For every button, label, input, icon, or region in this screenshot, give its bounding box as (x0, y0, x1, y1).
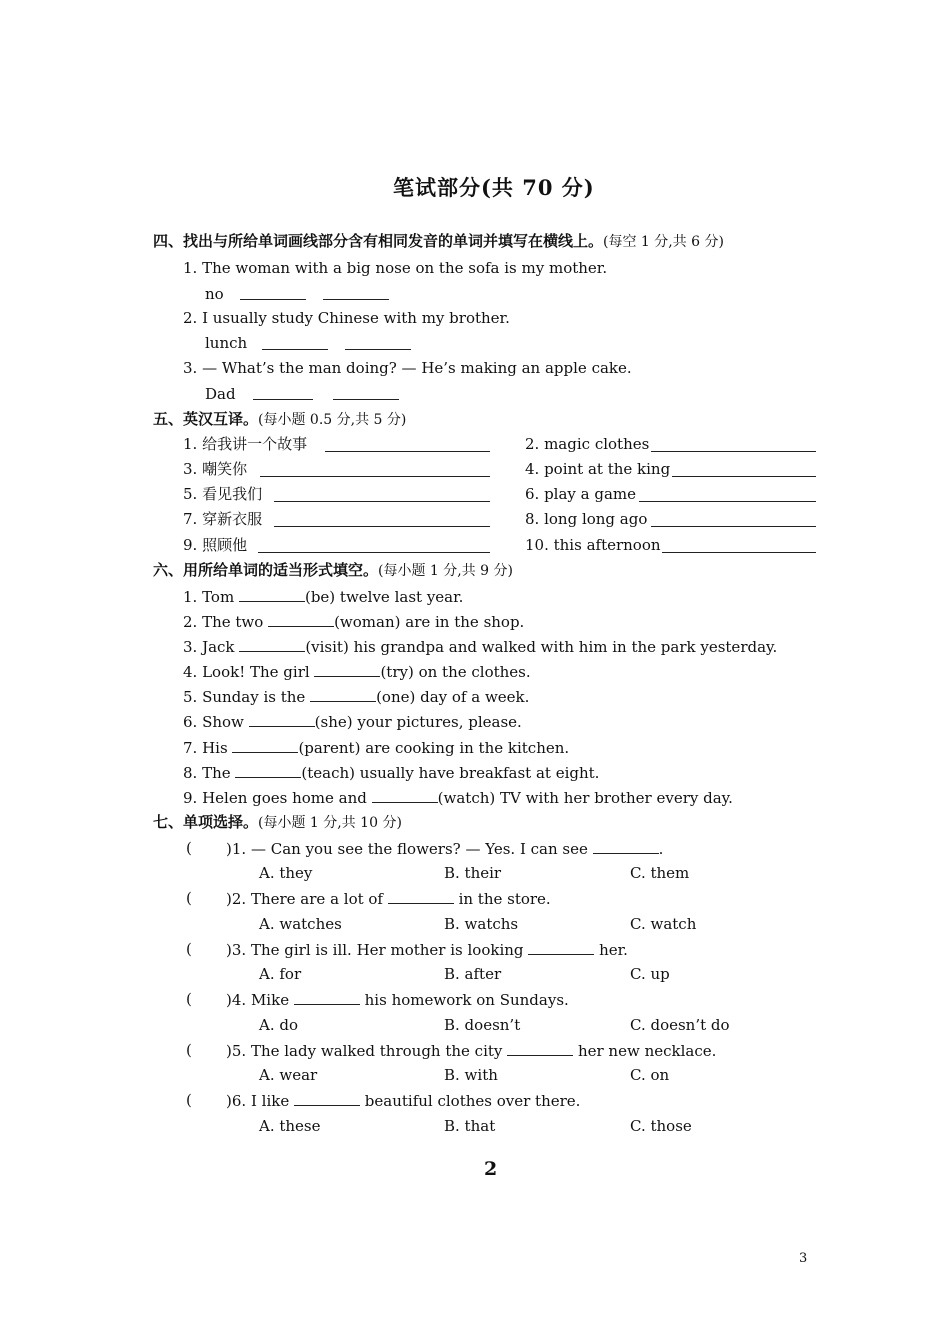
s7-q2-num: )2. (226, 890, 247, 908)
s6-item-3-post: (visit) his grandpa and walked with him in the park yesterday. (305, 638, 778, 656)
s6-item-9-post: (watch) TV with her brother every day. (437, 789, 733, 807)
s5-blank-6[interactable] (639, 501, 816, 502)
s6-item-5-pre: 5. Sunday is the (183, 688, 306, 706)
s7-q6-pre: I like (250, 1092, 290, 1110)
s4-question-2: 2. I usually study Chinese with my brother. (183, 309, 510, 327)
s7-q5-option-b[interactable]: B. with (444, 1066, 498, 1084)
s6-item-1 (183, 586, 463, 607)
s7-paren-3[interactable]: ( (186, 940, 192, 958)
s7-q4-post: his homework on Sundays. (364, 991, 569, 1009)
s7-q1-blank[interactable] (593, 838, 659, 854)
s7-q6-option-a[interactable]: A. these (259, 1117, 321, 1135)
s7-question-5 (226, 1040, 716, 1061)
s4-blank-2b[interactable] (345, 349, 411, 350)
section-6-title: 六、用所给单词的适当形式填空。 (153, 561, 379, 579)
s7-q1-option-c[interactable]: C. them (630, 864, 690, 882)
s7-q3-blank[interactable] (528, 939, 594, 955)
page-title: 笔试部分(共 70 分) (393, 175, 595, 200)
s7-q5-blank[interactable] (507, 1040, 573, 1056)
s5-blank-4[interactable] (672, 476, 816, 477)
s6-item-2-post: (woman) are in the shop. (334, 613, 525, 631)
s5-item-4: 4. point at the king (525, 460, 671, 478)
s5-blank-5[interactable] (274, 501, 490, 502)
s4-blank-3b[interactable] (333, 399, 399, 400)
s7-q1-num: )1. (226, 840, 247, 858)
section-7-note: (每小题 1 分,共 10 分) (258, 815, 402, 831)
s6-blank-1[interactable] (239, 586, 305, 602)
s7-q3-num: )3. (226, 941, 247, 959)
s6-item-8 (183, 762, 599, 783)
s7-q5-num: )5. (226, 1042, 247, 1060)
s6-item-4-post: (try) on the clothes. (380, 663, 531, 681)
s7-question-2 (226, 888, 551, 909)
s7-paren-2[interactable]: ( (186, 889, 192, 907)
s4-blank-2a[interactable] (262, 349, 328, 350)
s7-q2-post: in the store. (458, 890, 551, 908)
s7-paren-5[interactable]: ( (186, 1041, 192, 1059)
s6-item-3 (183, 636, 777, 657)
s6-item-9-pre: 9. Helen goes home and (183, 789, 367, 807)
s6-item-5-post: (one) day of a week. (376, 688, 530, 706)
s7-q4-option-a[interactable]: A. do (259, 1016, 299, 1034)
s7-q5-post: her new necklace. (577, 1042, 717, 1060)
s7-q3-option-c[interactable]: C. up (630, 965, 670, 983)
section-5-heading (153, 409, 406, 430)
page-number: 2 (484, 1158, 498, 1180)
s5-blank-7[interactable] (274, 526, 490, 527)
s5-blank-8[interactable] (651, 526, 816, 527)
s7-q6-blank[interactable] (294, 1090, 360, 1106)
s7-q4-option-b[interactable]: B. doesn’t (444, 1016, 521, 1034)
s7-q2-pre: There are a lot of (250, 890, 383, 908)
s6-blank-6[interactable] (249, 711, 315, 727)
s4-question-3: 3. — What’s the man doing? — He’s making an apple cake. (183, 359, 632, 377)
s7-question-6 (226, 1090, 580, 1111)
s7-q4-blank[interactable] (294, 989, 360, 1005)
s7-q1-option-b[interactable]: B. their (444, 864, 502, 882)
s6-item-7-post: (parent) are cooking in the kitchen. (298, 739, 570, 757)
s7-q6-option-c[interactable]: C. those (630, 1117, 692, 1135)
s7-q4-option-c[interactable]: C. doesn’t do (630, 1016, 730, 1034)
section-4-note: (每空 1 分,共 6 分) (603, 234, 725, 250)
s5-item-9: 9. 照顾他 (183, 536, 248, 554)
s6-item-9 (183, 787, 733, 808)
s7-q5-option-a[interactable]: A. wear (259, 1066, 318, 1084)
s7-paren-1[interactable]: ( (186, 839, 192, 857)
s5-item-6: 6. play a game (525, 485, 637, 503)
section-6-heading (153, 560, 513, 581)
s7-q3-option-b[interactable]: B. after (444, 965, 502, 983)
s4-word-1: no (205, 285, 224, 303)
s7-paren-6[interactable]: ( (186, 1091, 192, 1109)
s7-q5-option-c[interactable]: C. on (630, 1066, 670, 1084)
s5-item-8: 8. long long ago (525, 510, 648, 528)
s6-blank-9[interactable] (372, 787, 438, 803)
s6-item-7-pre: 7. His (183, 739, 228, 757)
s7-q6-num: )6. (226, 1092, 247, 1110)
s7-question-4 (226, 989, 569, 1010)
s7-question-3 (226, 939, 628, 960)
s5-blank-2[interactable] (651, 451, 816, 452)
s7-q1-pre: — Can you see the flowers? — Yes. I can see (250, 840, 588, 858)
s7-q2-blank[interactable] (388, 888, 454, 904)
s7-q3-post: her. (599, 941, 628, 959)
s5-blank-10[interactable] (662, 552, 816, 553)
s5-item-2: 2. magic clothes (525, 435, 650, 453)
s7-q2-option-b[interactable]: B. watchs (444, 915, 519, 933)
s6-blank-4[interactable] (314, 661, 380, 677)
s5-blank-3[interactable] (260, 476, 490, 477)
s4-word-2: lunch (205, 334, 248, 352)
s4-blank-1b[interactable] (323, 299, 389, 300)
s6-blank-3[interactable] (239, 636, 305, 652)
s7-q3-pre: The girl is ill. Her mother is looking (250, 941, 524, 959)
s6-item-4-pre: 4. Look! The girl (183, 663, 310, 681)
s6-item-5 (183, 686, 529, 707)
s7-paren-4[interactable]: ( (186, 990, 192, 1008)
s6-item-2 (183, 611, 524, 632)
s6-item-6-pre: 6. Show (183, 713, 244, 731)
s5-item-1: 1. 给我讲一个故事 (183, 435, 308, 453)
s5-item-3: 3. 嘲笑你 (183, 460, 248, 478)
s7-q4-pre: Mike (250, 991, 290, 1009)
s5-item-7: 7. 穿新衣服 (183, 510, 263, 528)
section-5-title: 五、英汉互译。 (153, 410, 259, 428)
s7-q6-post: beautiful clothes over there. (364, 1092, 581, 1110)
s7-q6-option-b[interactable]: B. that (444, 1117, 496, 1135)
section-5-note: (每小题 0.5 分,共 5 分) (258, 412, 407, 428)
s6-blank-7[interactable] (232, 737, 298, 753)
s7-q5-pre: The lady walked through the city (250, 1042, 503, 1060)
s7-q1-option-a[interactable]: A. they (259, 864, 313, 882)
s6-item-6-post: (she) your pictures, please. (314, 713, 522, 731)
s6-item-8-post: (teach) usually have breakfast at eight. (301, 764, 600, 782)
s6-item-7 (183, 737, 569, 758)
s6-blank-5[interactable] (310, 686, 376, 702)
s5-item-10: 10. this afternoon (525, 536, 661, 554)
s4-question-1: 1. The woman with a big nose on the sofa is my mother. (183, 259, 608, 277)
section-4-heading (153, 231, 724, 252)
s7-q2-option-c[interactable]: C. watch (630, 915, 697, 933)
section-7-heading (153, 812, 402, 833)
s5-item-5: 5. 看见我们 (183, 485, 263, 503)
s4-blank-1a[interactable] (240, 299, 306, 300)
s7-q4-num: )4. (226, 991, 247, 1009)
s5-blank-9[interactable] (258, 552, 490, 553)
s6-blank-2[interactable] (268, 611, 334, 627)
s6-item-8-pre: 8. The (183, 764, 231, 782)
s4-word-3: Dad (205, 385, 236, 403)
section-7-title: 七、单项选择。 (153, 813, 259, 831)
s4-blank-3a[interactable] (253, 399, 313, 400)
s6-item-2-pre: 2. The two (183, 613, 264, 631)
s5-blank-1[interactable] (325, 451, 490, 452)
s6-item-6 (183, 711, 522, 732)
s6-blank-8[interactable] (235, 762, 301, 778)
s6-item-1-pre: 1. Tom (183, 588, 235, 606)
s6-item-4 (183, 661, 531, 682)
s7-q2-option-a[interactable]: A. watches (259, 915, 342, 933)
s7-question-1 (226, 838, 663, 859)
s6-item-3-pre: 3. Jack (183, 638, 235, 656)
corner-page-number: 3 (799, 1251, 808, 1266)
s7-q3-option-a[interactable]: A. for (259, 965, 302, 983)
section-6-note: (每小题 1 分,共 9 分) (378, 563, 514, 579)
s7-q1-post: . (658, 840, 664, 858)
s6-item-1-post: (be) twelve last year. (304, 588, 464, 606)
section-4-title: 四、找出与所给单词画线部分含有相同发音的单词并填写在横线上。 (153, 232, 604, 250)
